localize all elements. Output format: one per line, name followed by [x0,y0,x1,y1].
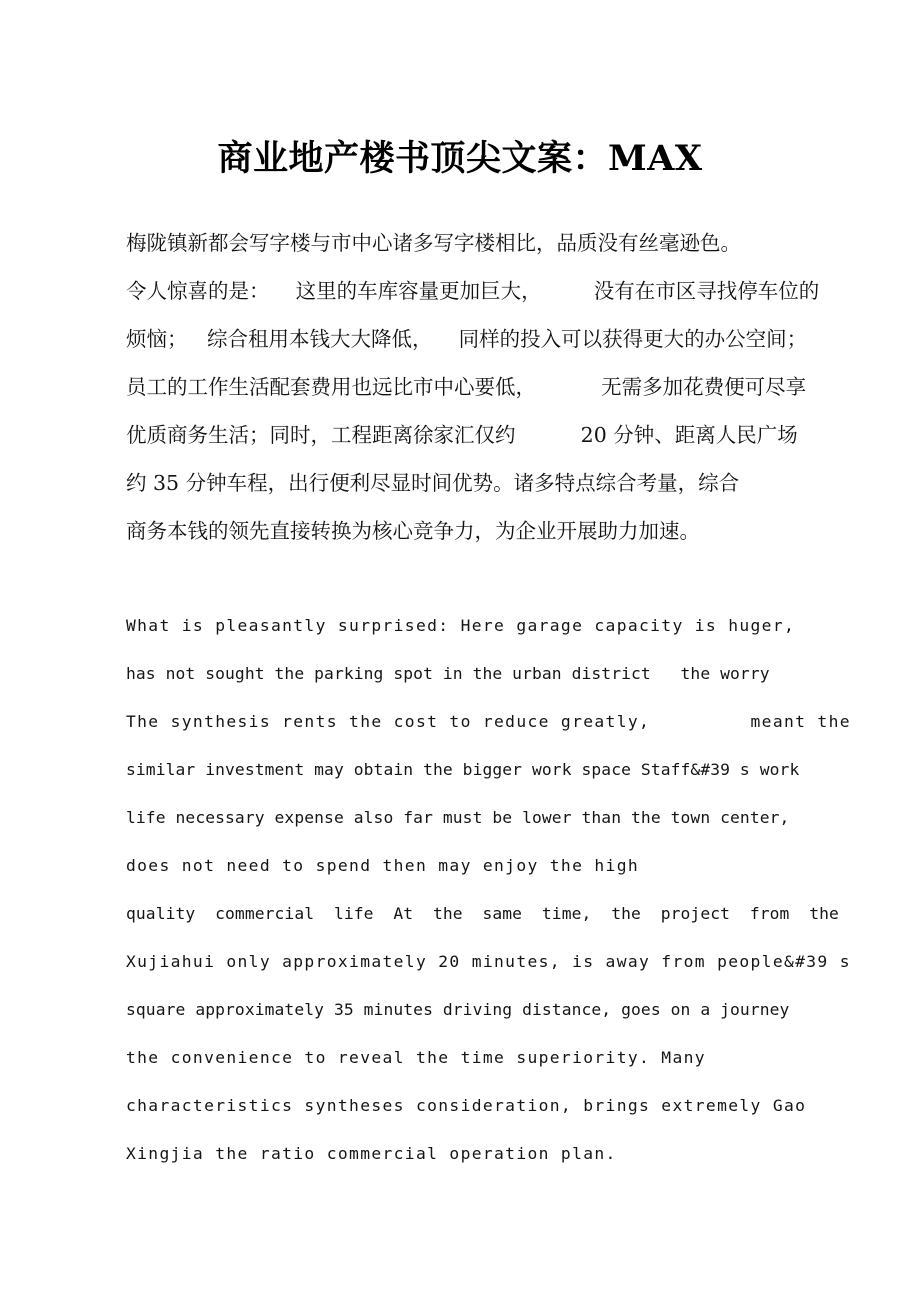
chinese-line: 商务本钱的领先直接转换为核心竞争力，为企业开展助力加速。 [126,519,700,543]
chinese-line: 令人惊喜的是： 这里的车库容量更加巨大， 没有在市区寻找停车位的 [126,279,820,303]
english-line: the convenience to reveal the time superiority. Many [126,1048,706,1067]
chinese-line: 约 35 分钟车程，出行便利尽显时间优势。诸多特点综合考量，综合 [126,471,740,495]
english-line: life necessary expense also far must be lower than the town center, [126,808,790,827]
english-line: Xingjia the ratio commercial operation plan. [126,1144,617,1163]
chinese-line: 烦恼； 综合租用本钱大大降低， 同样的投入可以获得更大的办公空间； [126,327,808,351]
chinese-line: 优质商务生活；同时，工程距离徐家汇仅约 20 分钟、距离人民广场 [126,423,798,447]
english-line: What is pleasantly surprised: Here garage capacity is huger, [126,616,796,635]
english-line: The synthesis rents the cost to reduce greatly, meant the [126,712,851,731]
chinese-line: 梅陇镇新都会写字楼与市中心诸多写字楼相比，品质没有丝毫逊色。 [126,231,741,255]
english-line: Xujiahui only approximately 20 minutes, is away from people&#39 s [126,952,851,971]
page-title: 商业地产楼书顶尖文案：MAX [217,138,703,180]
chinese-line: 员工的工作生活配套费用也远比市中心要低， 无需多加花费便可尽享 [126,375,807,399]
english-line: similar investment may obtain the bigger work space Staff&#39 s work [126,760,800,779]
english-line: has not sought the parking spot in the urban district the worry [126,664,770,683]
english-paragraph [126,602,851,1178]
chinese-paragraph [126,219,820,555]
english-line: does not need to spend then may enjoy the high [126,856,639,875]
english-line: quality commercial life At the same time, the project from the [126,904,839,923]
english-line: square approximately 35 minutes driving distance, goes on a journey [126,1000,790,1019]
english-line: characteristics syntheses consideration, brings extremely Gao [126,1096,807,1115]
